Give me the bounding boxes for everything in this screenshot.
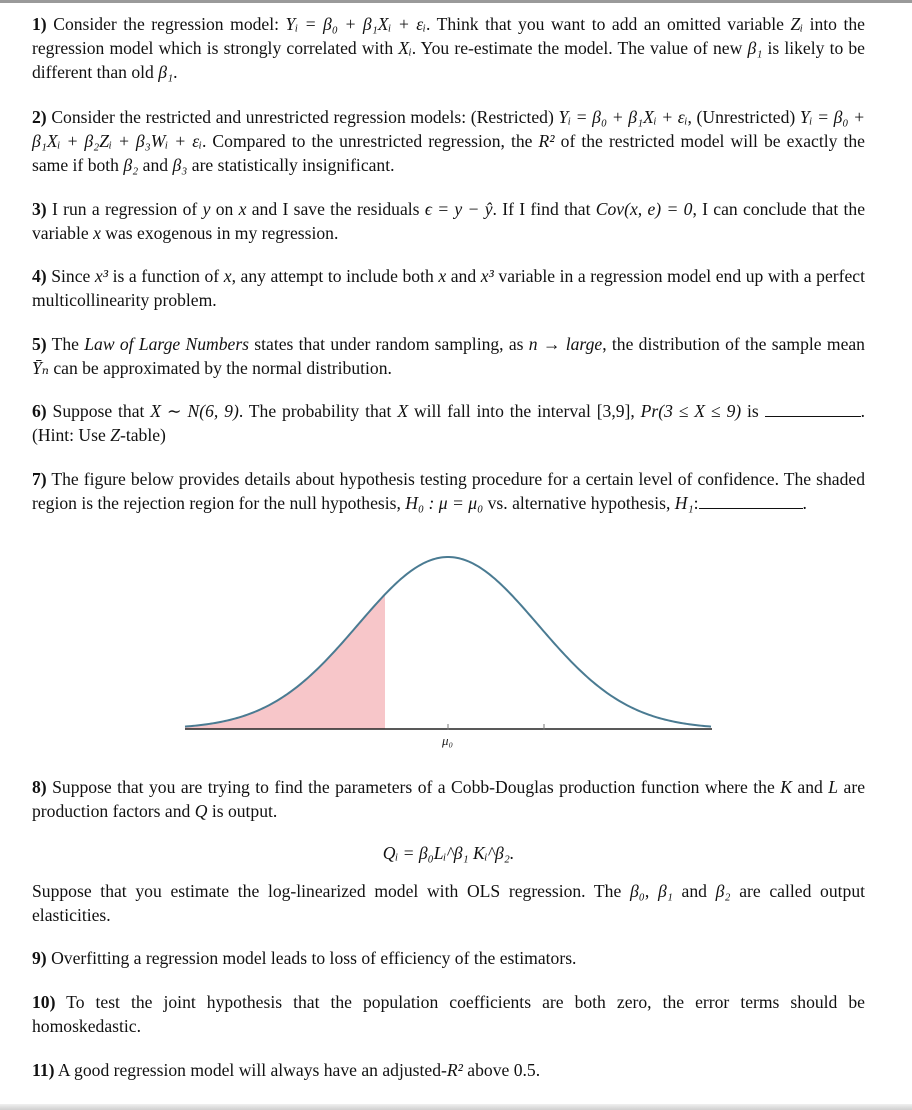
question-number: 11) [32,1060,55,1080]
q7-null-hypothesis: H₀ : μ = μ₀ [405,493,484,513]
question-number: 4) [32,266,47,286]
question-8 [32,775,865,823]
q2-text-f: are statistically insignificant. [187,155,395,175]
q6-text-e: . (Hint: Use [32,401,865,445]
q6-probability: Pr(3 ≤ X ≤ 9) [640,401,742,421]
q4-text-d: and [446,266,481,286]
question-4 [32,264,865,312]
q3-x: x [238,199,247,219]
q3-text-d: . If I find that [492,199,596,219]
q3-text-b: on [210,199,239,219]
question-6 [32,399,865,447]
bottom-border [0,1104,912,1110]
q2-text-e: and [138,155,173,175]
q1-beta1: β₁ [747,38,763,58]
q8-text-d: is output. [207,801,278,821]
question-number: 1) [32,14,47,34]
q6-z: Z [110,425,120,445]
question-number: 9) [32,948,47,968]
q3-residual: ϵ = y − ŷ [424,199,493,219]
q1-text-d: . You re-estimate the model. The value of new [411,38,748,58]
q3-y: y [202,199,211,219]
q8-beta0: β₀ [629,881,645,901]
q2-text-c: . Compared to the unrestricted regression, the [201,131,539,151]
q2-r2: R² [538,131,555,151]
q8-text-g: and [672,881,716,901]
q3-text-e: , I can conclude that the variable [32,199,866,243]
question-number: 7) [32,469,47,489]
q8-text-a: Suppose that you are trying to find the parameters of a Cobb-Douglas production function where the [52,777,781,797]
q6-answer-blank[interactable] [765,402,861,417]
q7-text-c: : [693,493,699,513]
q5-text-d: can be approximated by the normal distribution. [48,358,392,378]
q4-x-cubed: x³ [94,266,109,286]
q2-restricted-model: Yᵢ = β₀ + β₁Xᵢ + εᵢ [558,107,688,127]
q2-text-d: of the restricted model will be exactly the same if both [32,131,865,175]
q8-beta2: β₂ [715,881,731,901]
q4-text-c: , any attempt to include both [231,266,439,286]
q1-text-e: is likely to be different than old [32,38,865,82]
q11-r2: R² [446,1060,463,1080]
question-11 [32,1058,865,1082]
q4-text-b: is a function of [108,266,224,286]
q6-text-d: is [741,401,759,421]
question-number: 6) [32,401,47,421]
question-3 [32,197,865,245]
q6-text-b: . The probability that [238,401,398,421]
q3-text-c: and I save the residuals [246,199,425,219]
question-2 [32,105,865,177]
q3-text-a: I run a regression of [51,199,203,219]
question-8-continued [32,879,865,927]
q8-text-f: , [644,881,658,901]
density-curve [185,557,711,727]
q6-text-a: Suppose that [52,401,151,421]
q2-text-b: , (Unrestricted) [687,107,800,127]
q1-text-a: Consider the regression model: [53,14,286,34]
q5-text-c: , the distribution of the sample mean [602,334,865,354]
q8-equation: Qᵢ = β₀Lᵢ^β₁ Kᵢ^β₂. [382,843,515,863]
mu0-label: μ₀ [442,733,454,748]
q1-text-b: . Think that you want to add an omitted variable [425,14,791,34]
q9-text: Overfitting a regression model leads to loss of efficiency of the estimators. [51,948,577,968]
q3-text-f: was exogenous in my regression. [100,223,339,243]
q7-answer-blank[interactable] [699,494,803,509]
q6-text-f: -table) [119,425,166,445]
q8-q: Q [194,801,208,821]
q2-beta3: β₃ [172,155,188,175]
question-5 [32,332,865,380]
question-number: 3) [32,199,47,219]
q4-text-a: Since [51,266,95,286]
normal-distribution-figure [182,548,722,748]
q1-xi: Xᵢ [398,38,412,58]
q11-text-a: A good regression model will always have an adjusted- [57,1060,447,1080]
q4-x-cubed-second: x³ [480,266,494,286]
question-7 [32,467,865,515]
q5-sample-mean: Ȳₙ [32,358,49,378]
q11-text-b: above 0.5. [462,1060,541,1080]
q5-text-b: states that under random sampling, as [249,334,529,354]
q8-text-c: are production factors and [32,777,865,821]
q8-text-h: are called output elasticities. [32,881,866,925]
question-number: 5) [32,334,47,354]
cobb-douglas-equation [32,841,865,865]
question-1 [32,12,865,84]
question-number: 8) [32,777,47,797]
top-border [0,0,912,3]
q10-text: To test the joint hypothesis that the population coefficients are both zero, the error terms should be homoskedastic. [32,992,865,1036]
q5-text-a: The [51,334,85,354]
q1-text-c: into the regression model which is strongly correlated with [32,14,865,58]
q7-text-a: The figure below provides details about hypothesis testing procedure for a certain level of confidence. The shaded region is the rejection region for the null hypothesis, [32,469,865,513]
q4-x: x [223,266,232,286]
question-number: 10) [32,992,56,1012]
question-9 [32,946,865,970]
q4-text-e: variable in a regression model end up with a perfect multicollinearity problem. [32,266,865,310]
q7-alt-hypothesis: H₁ [674,493,694,513]
q2-text-a: Consider the restricted and unrestricted regression models: (Restricted) [51,107,559,127]
q8-k: K [780,777,792,797]
q7-text-d: . [802,493,807,513]
q6-distribution: X ∼ N(6, 9) [150,401,239,421]
q5-n: n → large [528,334,603,354]
q1-model: Yᵢ = β₀ + β₁Xᵢ + εᵢ [285,14,426,34]
q1-beta1-old: β₁ [158,62,174,82]
q2-beta2: β₂ [123,155,139,175]
q6-text-c: will fall into the interval [3,9], [408,401,641,421]
q2-unrestricted-model: Yᵢ = β₀ + β₁Xᵢ + β₂Zᵢ + β₃Wᵢ + εᵢ [32,107,865,151]
q1-zi: Zᵢ [790,14,804,34]
question-10 [32,990,865,1038]
q6-x: X [397,401,409,421]
q3-x-var: x [93,223,101,243]
q8-beta1: β₁ [657,881,673,901]
q4-x-second: x [438,266,447,286]
q5-lln: Law of Large Numbers [84,334,250,354]
question-number: 2) [32,107,47,127]
q3-covariance: Cov(x, e) = 0 [595,199,693,219]
rejection-region [185,594,385,729]
q8-text-e: Suppose that you estimate the log-linearized model with OLS regression. The [32,881,630,901]
q1-text-f: . [173,62,178,82]
q8-text-b: and [791,777,829,797]
q8-l: L [828,777,839,797]
q7-text-b: vs. alternative hypothesis, [483,493,675,513]
